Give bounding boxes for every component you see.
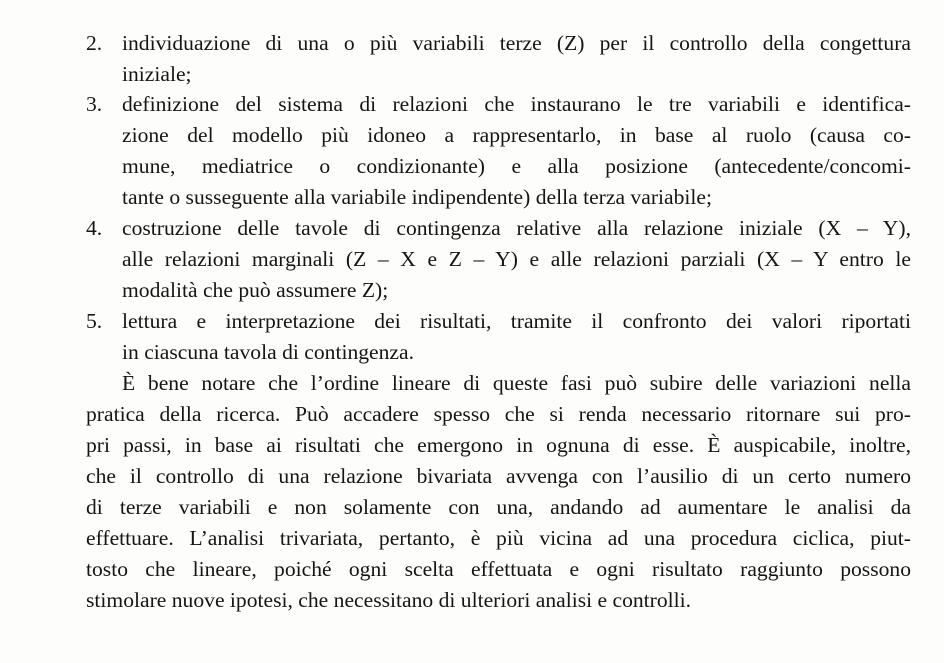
list-item-line: modalità che può assumere Z); xyxy=(122,278,389,302)
list-item-number: 3. xyxy=(86,92,103,116)
paragraph-line: È bene notare che l’ordine lineare di queste fasi può subire delle variazioni nella xyxy=(122,371,911,395)
list-item-line: tante o susseguente alla variabile indipendente) della terza variabile; xyxy=(122,185,712,209)
list-item-line: in ciascuna tavola di contingenza. xyxy=(122,340,415,364)
paragraph-line: pratica della ricerca. Può accadere spesso che si renda necessario ritornare sui pro- xyxy=(86,402,911,426)
list-item-number: 4. xyxy=(86,216,103,240)
paragraph-line: di terze variabili e non solamente con una, andando ad aumentare le analisi da xyxy=(86,495,911,519)
paragraph-line: tosto che lineare, poiché ogni scelta effettuata e ogni risultato raggiunto possono xyxy=(86,557,911,581)
list-item-number: 5. xyxy=(86,309,103,333)
list-item-line: definizione del sistema di relazioni che instaurano le tre variabili e identifica- xyxy=(122,92,911,116)
list-item-line: alle relazioni marginali (Z – X e Z – Y) e alle relazioni parziali (X – Y entro le xyxy=(122,247,911,271)
list-item-number: 2. xyxy=(86,31,103,55)
list-item-line: costruzione delle tavole di contingenza relative alla relazione iniziale (X – Y), xyxy=(122,216,911,240)
list-item-line: individuazione di una o più variabili terze (Z) per il controllo della congettura xyxy=(122,31,911,55)
list-item-line: iniziale; xyxy=(122,62,192,86)
paragraph-line: pri passi, in base ai risultati che emergono in ognuna di esse. È auspicabile, inoltre, xyxy=(86,433,911,457)
list-item-line: mune, mediatrice o condizionante) e alla posizione (antecedente/concomi- xyxy=(122,154,911,178)
paragraph-line: che il controllo di una relazione bivariata avvenga con l’ausilio di un certo numero xyxy=(86,464,911,488)
list-item-line: lettura e interpretazione dei risultati, tramite il confronto dei valori riportati xyxy=(122,309,911,333)
list-item-line: zione del modello più idoneo a rappresentarlo, in base al ruolo (causa co- xyxy=(122,123,911,147)
paragraph-line: effettuare. L’analisi trivariata, pertanto, è più vicina ad una procedura ciclica, piut- xyxy=(86,526,911,550)
paragraph-line: stimolare nuove ipotesi, che necessitano di ulteriori analisi e controlli. xyxy=(86,588,692,612)
